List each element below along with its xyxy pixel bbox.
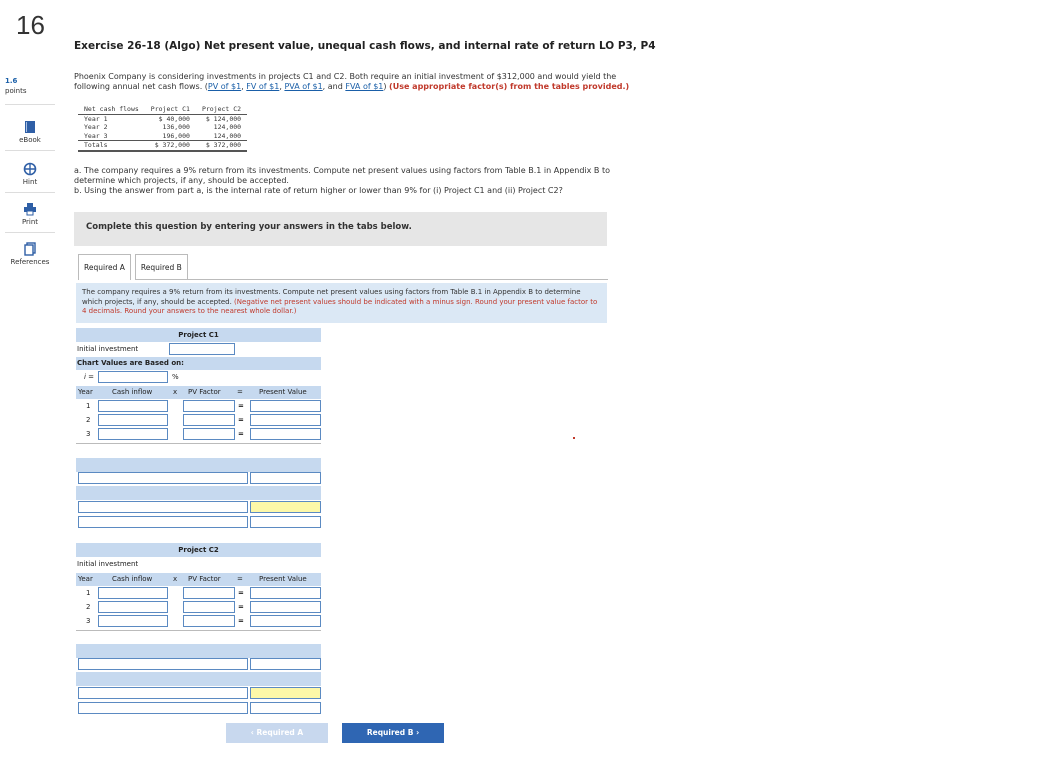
exercise-intro (74, 72, 674, 92)
c2-present-value-input[interactable] (250, 587, 321, 599)
points-label: points (5, 87, 27, 95)
c1-cash-inflow-input[interactable] (98, 428, 168, 440)
c2-npv-label-input[interactable] (78, 687, 248, 699)
instruction-red: (Negative net present values should be indicated with a minus sign. Round your present value factor to 4 decimals. Round your answers to the nearest whole dollar.) (82, 297, 598, 315)
link-fv-of-1[interactable]: FV of $1 (246, 82, 280, 91)
c2-total: $ 372,000 (196, 141, 247, 151)
c1-value: 136,000 (162, 123, 190, 131)
sidebar-item-hint[interactable] (0, 162, 60, 186)
sidebar-item-ebook[interactable] (0, 120, 60, 144)
link-separator: , (241, 82, 247, 91)
summary-band (76, 458, 321, 472)
sidebar-item-label: References (10, 258, 50, 266)
c2-value: $ 124,000 (205, 114, 242, 123)
c2-value: 124,000 (213, 123, 242, 131)
c2-cash-inflow-input[interactable] (98, 587, 168, 599)
c1-present-value-input[interactable] (250, 400, 321, 412)
sidebar-item-label: Print (21, 218, 39, 226)
question-a-cont: determine which projects, if any, should be accepted. (74, 176, 289, 185)
row-divider (76, 443, 321, 444)
print-icon (23, 202, 37, 216)
initial-investment-row (76, 343, 321, 356)
project-c2-header (76, 543, 321, 557)
project-c2-worksheet (76, 543, 321, 713)
sidebar-divider (5, 150, 55, 151)
table-header: Project C1 (145, 105, 196, 114)
c1-initial-investment-input[interactable] (169, 343, 235, 355)
points-number: 1.6 (5, 77, 18, 85)
row-label: Year 3 (84, 131, 108, 140)
prev-button-label: Required A (256, 728, 304, 737)
table-row (76, 601, 321, 614)
sidebar-item-references[interactable] (0, 242, 60, 266)
c2-present-value-input[interactable] (250, 615, 321, 627)
equals-sign: = (238, 416, 244, 424)
equals-sign: = (238, 430, 244, 438)
c1-decision-input[interactable] (78, 516, 248, 528)
c1-value: $ 40,000 (158, 114, 190, 123)
year-number: 1 (86, 402, 91, 410)
c2-summary-label-input[interactable] (78, 658, 248, 670)
tab-instructions (76, 283, 607, 323)
project-c2-title: Project C2 (178, 546, 219, 554)
answer-tabs (78, 254, 192, 280)
col-pv-factor: PV Factor (188, 388, 221, 396)
table-row (76, 615, 321, 628)
table-header: Project C2 (196, 105, 247, 114)
chart-values-label: Chart Values are Based on: (77, 359, 184, 367)
summary-band (76, 672, 321, 686)
c2-pv-factor-input[interactable] (183, 615, 235, 627)
next-button-label: Required B (366, 728, 414, 737)
row-divider (76, 630, 321, 631)
hint-icon (23, 162, 37, 176)
sidebar-divider (5, 232, 55, 233)
sidebar-item-label: eBook (19, 136, 41, 144)
tab-required-a[interactable]: Required A (78, 254, 131, 280)
col-equals: = (237, 388, 243, 396)
chevron-left-icon: ‹ (250, 728, 257, 737)
project-c1-header (76, 328, 321, 342)
book-icon (23, 120, 37, 134)
c1-value: 196,000 (162, 131, 190, 140)
col-year: Year (78, 575, 93, 583)
c2-summary-value-input[interactable] (250, 658, 321, 670)
table-row (76, 400, 321, 413)
c2-decision-input[interactable] (78, 702, 248, 714)
equals-sign: = (238, 603, 244, 611)
sidebar-divider (5, 104, 55, 105)
c2-pv-factor-input[interactable] (183, 587, 235, 599)
sidebar-item-label: Hint (22, 178, 38, 186)
project-c1-worksheet (76, 328, 321, 528)
question-a: a. The company requires a 9% return from its investments. Compute net present values using factors from Table B.1 in Appendix B to (74, 166, 610, 175)
c2-decision-value-input[interactable] (250, 702, 321, 714)
marker-dot (573, 437, 575, 439)
c1-net-present-value-input[interactable] (250, 501, 321, 513)
chevron-right-icon: › (413, 728, 420, 737)
factor-instruction: (Use appropriate factor(s) from the tables provided.) (389, 82, 630, 91)
table-row (78, 123, 247, 132)
year-number: 3 (86, 617, 91, 625)
table-row (76, 414, 321, 427)
table-row (76, 428, 321, 441)
link-pva-of-1[interactable]: PVA of $1 (284, 82, 323, 91)
c1-pv-factor-input[interactable] (183, 414, 235, 426)
tab-required-b[interactable]: Required B (135, 254, 188, 280)
col-cash-inflow: Cash inflow (112, 388, 153, 396)
c1-summary-value-input[interactable] (250, 472, 321, 484)
points-value (5, 76, 27, 96)
exercise-title: Exercise 26-18 (Algo) Net present value, unequal cash flows, and internal rate of return LO P3, P4 (74, 40, 656, 52)
table-row (78, 114, 247, 123)
intro-line-2: following annual net cash flows. ( (74, 82, 208, 91)
link-fva-of-1[interactable]: FVA of $1 (345, 82, 384, 91)
year-number: 3 (86, 430, 91, 438)
next-required-b-button[interactable] (342, 723, 444, 743)
sidebar-item-print[interactable] (0, 202, 60, 226)
link-close: ) (383, 82, 387, 91)
rate-row (76, 371, 321, 384)
c1-decision-value-input[interactable] (250, 516, 321, 528)
c1-present-value-input[interactable] (250, 428, 321, 440)
cash-flow-table (78, 105, 247, 152)
question-number: 16 (16, 10, 45, 40)
rate-label: i = (84, 373, 95, 381)
initial-investment-label: Initial investment (77, 560, 139, 568)
tab-underline (180, 279, 608, 280)
row-label: Year 2 (84, 123, 108, 131)
equals-sign: = (238, 402, 244, 410)
references-icon (23, 242, 37, 256)
percent-sign: % (172, 373, 179, 381)
year-number: 2 (86, 416, 91, 424)
row-label: Year 1 (84, 114, 108, 123)
equals-sign: = (238, 589, 244, 597)
col-times: x (173, 388, 178, 396)
summary-band (76, 486, 321, 500)
c1-cash-inflow-input[interactable] (98, 400, 168, 412)
c1-rate-input[interactable] (98, 371, 168, 383)
c1-npv-label-input[interactable] (78, 501, 248, 513)
link-separator: , and (322, 82, 346, 91)
year-number: 1 (86, 589, 91, 597)
year-number: 2 (86, 603, 91, 611)
c1-pv-factor-input[interactable] (183, 428, 235, 440)
initial-investment-label: Initial investment (77, 345, 139, 353)
col-present-value: Present Value (259, 575, 307, 583)
col-equals: = (237, 575, 243, 583)
c1-total: $ 372,000 (145, 141, 196, 151)
table-row (76, 587, 321, 600)
tabs-banner: Complete this question by entering your answers in the tabs below. (74, 212, 607, 246)
table-row (78, 132, 247, 141)
c2-cash-inflow-input[interactable] (98, 601, 168, 613)
c1-summary-label-input[interactable] (78, 472, 248, 484)
project-c1-title: Project C1 (178, 331, 219, 339)
c2-cash-inflow-input[interactable] (98, 615, 168, 627)
intro-line-1: Phoenix Company is considering investments in projects C1 and C2. Both require an initial investment of $312,000 and would yield the (74, 72, 617, 81)
sidebar-divider (5, 192, 55, 193)
col-pv-factor: PV Factor (188, 575, 221, 583)
link-pv-of-1[interactable]: PV of $1 (207, 82, 242, 91)
col-year: Year (78, 388, 93, 396)
c1-cash-inflow-input[interactable] (98, 414, 168, 426)
question-parts (74, 166, 664, 196)
link-separator: , (279, 82, 285, 91)
column-header-row (76, 386, 321, 399)
column-header-row (76, 573, 321, 586)
row-label: Totals (78, 141, 145, 151)
col-cash-inflow: Cash inflow (112, 575, 153, 583)
c2-value: 124,000 (213, 131, 242, 140)
instruction-main: The company requires a 9% return from its investments. Compute net present values using factors from Table B.1 in Appendix B to determine which projects, if any, should be accepted. (82, 288, 581, 306)
initial-investment-row (76, 558, 321, 571)
chart-values-row (76, 357, 321, 370)
c1-present-value-input[interactable] (250, 414, 321, 426)
col-present-value: Present Value (259, 388, 307, 396)
table-header: Net cash flows (78, 105, 145, 114)
c2-net-present-value-input[interactable] (250, 687, 321, 699)
question-b: b. Using the answer from part a, is the internal rate of return higher or lower than 9% for (i) Project C1 and (ii) Project C2? (74, 186, 563, 195)
col-times: x (173, 575, 178, 583)
equals-sign: = (238, 617, 244, 625)
table-row-total (78, 141, 247, 151)
summary-band (76, 644, 321, 658)
c1-pv-factor-input[interactable] (183, 400, 235, 412)
c2-pv-factor-input[interactable] (183, 601, 235, 613)
prev-required-a-button[interactable] (226, 723, 328, 743)
c2-present-value-input[interactable] (250, 601, 321, 613)
